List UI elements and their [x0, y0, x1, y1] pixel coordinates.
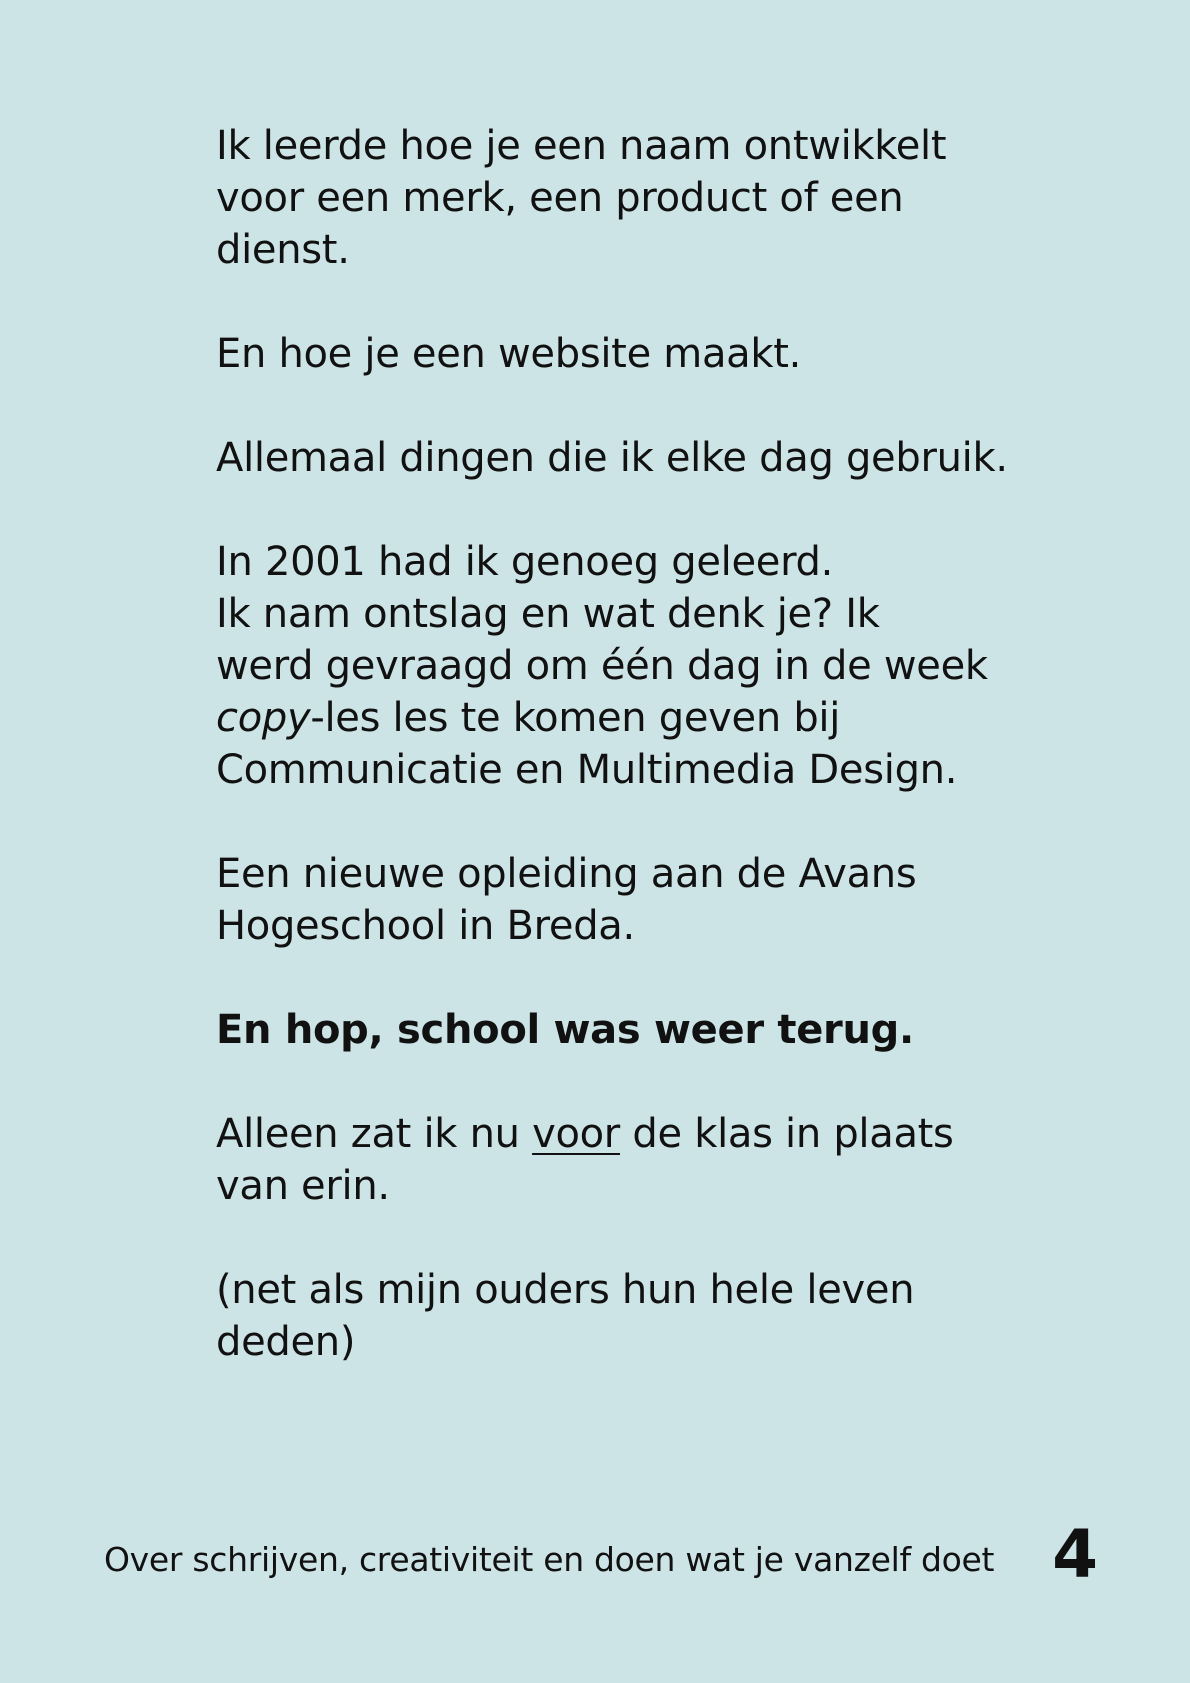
italic-word: copy — [216, 695, 311, 741]
paragraph-website — [216, 328, 1096, 380]
paragraph-2001 — [216, 536, 1096, 796]
text-line: werd gevraagd om één dag in de week — [216, 643, 988, 689]
text-line: Allemaal dingen die ik elke dag gebruik. — [216, 435, 1008, 481]
text-line: Een nieuwe opleiding aan de Avans — [216, 851, 917, 897]
paragraph-school-back — [216, 1004, 1096, 1056]
text-line: Ik leerde hoe je een naam ontwikkelt — [216, 123, 947, 169]
text-line: dienst. — [216, 227, 350, 273]
page-body — [216, 120, 1096, 1420]
text-line: In 2001 had ik genoeg geleerd. — [216, 539, 834, 585]
text-line: van erin. — [216, 1163, 390, 1209]
text-line — [216, 692, 1096, 744]
paragraph-avans — [216, 848, 1096, 952]
paragraph-in-front-of-class — [216, 1108, 1096, 1212]
text-line — [216, 1108, 1096, 1160]
paragraph-naming — [216, 120, 1096, 276]
paragraph-daily-use — [216, 432, 1096, 484]
page-footer — [104, 1516, 1098, 1600]
paragraph-parents — [216, 1264, 1096, 1368]
text-line: En hop, school was weer terug. — [216, 1007, 914, 1053]
underlined-word: voor — [532, 1111, 620, 1157]
text-line: (net als mijn ouders hun hele leven — [216, 1267, 915, 1313]
text-line: Communicatie en Multimedia Design. — [216, 747, 958, 793]
text-line: En hoe je een website maakt. — [216, 331, 802, 377]
text-fragment: -les les te komen geven bij — [310, 695, 841, 741]
text-line: Ik nam ontslag en wat denk je? Ik — [216, 591, 880, 637]
text-fragment: Alleen zat ik nu — [216, 1111, 533, 1157]
page-number: 4 — [1052, 1516, 1098, 1593]
text-line: voor een merk, een product of een — [216, 175, 904, 221]
text-fragment: de klas in plaats — [619, 1111, 954, 1157]
footer-title: Over schrijven, creativiteit en doen wat je vanzelf doet — [104, 1540, 995, 1579]
text-line: Hogeschool in Breda. — [216, 903, 635, 949]
text-line: deden) — [216, 1319, 356, 1365]
